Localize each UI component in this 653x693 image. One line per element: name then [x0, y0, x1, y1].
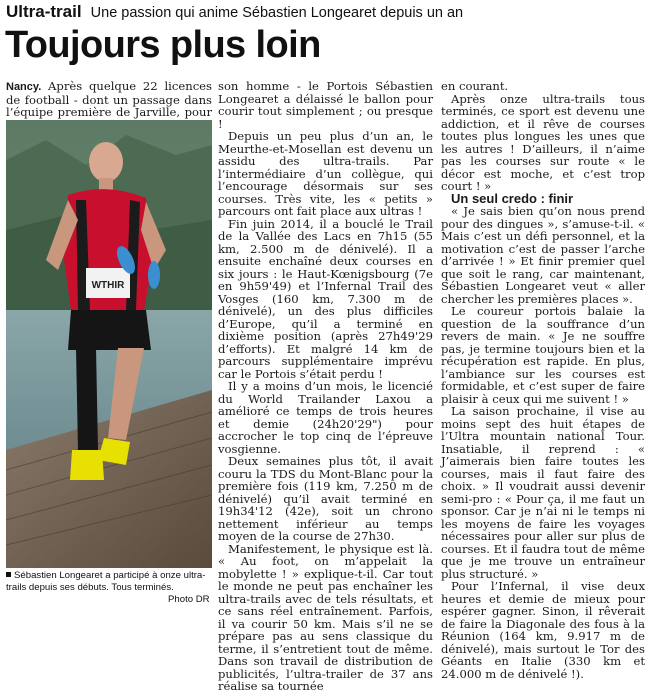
paragraph: Pour l’Infernal, il vise deux heures et demie de mieux pour espérer gagner. Sinon, il rêverait de faire la Diagonale des fous à la Réunion (164 km, 9.917 m de dénivelé), mais surtout le Tor des Géants en Italie (330 km et 24.000 m de dénivelé !).: [441, 579, 645, 681]
kicker-title: Ultra-trail: [6, 2, 82, 21]
kicker-subtitle: Une passion qui anime Sébastien Longearet depuis un an: [90, 5, 464, 21]
paragraph: Il y a moins d’un mois, le licencié du World Trailander Laxou a amélioré ce temps de trois heures et demie (24h20'29") pour accrocher le top cinq de l’épreuve vosgienne.: [218, 379, 433, 456]
paragraph: en courant.: [441, 79, 509, 93]
column-2: [218, 80, 433, 693]
section-subhead: Un seul credo : finir: [451, 190, 574, 206]
lead-text: Après quelque 22 licences de football - dont un passage dans l’équipe première de Jarville, pour: [6, 79, 212, 119]
paragraph: « Je sais bien qu’on nous prend pour des dingues », s’amuse-t-il. « Mais c’est un défi personnel, et la motivation c’est de passer l’arche d’arrivée ! » Et finir premier quel que soit le rang, car maintenant, Sébastien Longearet veut « aller chercher les premières places ».: [441, 204, 645, 306]
photo-caption: [6, 570, 212, 594]
paragraph: Manifestement, le physique est là. « Au foot, on m’appelait la mobylette ! » explique-t-il. Car tout le monde ne peut pas enchaîner les ultra-trails avec de tels résultats, et ce sans réel entraînement. Parfois, il va courir 50 km. Mais s’il ne se prépare pas au sens classique du terme, il s’entretient tout de même. Dans son travail de distribution de publicités, l’ultra-trailer de 37 ans réalise sa tournée: [218, 541, 433, 693]
paragraph: son homme - le Portois Sébastien Longearet a délaissé le ballon pour courir tout simplement ; ou presque !: [218, 79, 433, 131]
paragraph: Depuis un peu plus d’un an, le Meurthe-et-Mosellan est devenu un assidu des ultra-trails. Par l’intermédiaire d’un collègue, qui l’encourage désormais sur ses courses. Très vite, les « petits » parcours ont fait place aux ultras !: [218, 129, 433, 218]
photo-credit: Photo DR: [168, 594, 210, 605]
paragraph: Fin juin 2014, il a bouclé le Trail de la Vallée des Lacs en 7h15 (55 km, 2.500 m de dénivelé). Il a ensuite enchaîné deux courses en six jours : le Haut-Kœnigsbourg (7e en 9h59'49) et l’Infernal Trail des Vosges (160 km, 7.300 m de dénivelé), un des plus difficiles d’Europe, qu’il a terminé en dixième position (après 27h49'29 d’efforts). Et malgré 14 km de parcours supplémentaire imprévu car le Portois s’était perdu !: [218, 216, 433, 381]
headline: Toujours plus loin: [5, 24, 321, 66]
column-3: [441, 80, 645, 680]
caption-bullet-icon: [6, 572, 11, 577]
paragraph: Après onze ultra-trails tous terminés, ce sport est devenu une addiction, et il rêve de courses toutes plus longues les unes que les autres ! D’ailleurs, il n’aime pas les courses sur route « le décor est moche, et c’est trop court ! »: [441, 91, 645, 193]
kicker: [6, 2, 651, 24]
paragraph: La saison prochaine, il vise au moins sept des huit étapes de l’Ultra mountain national Tour. Insatiable, il reprend : « J’aimerais bien faire toutes les courses, mais il faut faire des choix. » Il voudrait aussi devenir semi-pro : « Pour ça, il me faut un sponsor. Car je n’ai ni le temps ni les moyens de faire les voyages nécessaires pour aller sur plus de courses. Et il faudra tout de même que je me trouve un entraîneur plus structuré. »: [441, 404, 645, 581]
dateline: Nancy.: [6, 81, 42, 93]
paragraph: Deux semaines plus tôt, il avait couru la TDS du Mont-Blanc pour la première fois (119 km, 7.250 m de dénivelé) qu’il avait terminé en 19h34'12 (42e), soit un chrono nettement inférieur au temps moyen de la course de 27h30.: [218, 454, 433, 543]
svg-text:WTHIR: WTHIR: [91, 280, 125, 291]
caption-text: Sébastien Longearet a participé à onze ultra-trails depuis ses débuts. Tous terminés.: [6, 570, 206, 593]
paragraph: Le coureur portois balaie la question de la souffrance d’un revers de main. « Je ne souffre pas, je termine toujours bien et la récupération est rapide. En plus, l’ambiance sur les courses est formidable, et c’est super de faire plaisir à ceux qui me suivent ! »: [441, 304, 645, 406]
article-photo: [6, 120, 212, 568]
